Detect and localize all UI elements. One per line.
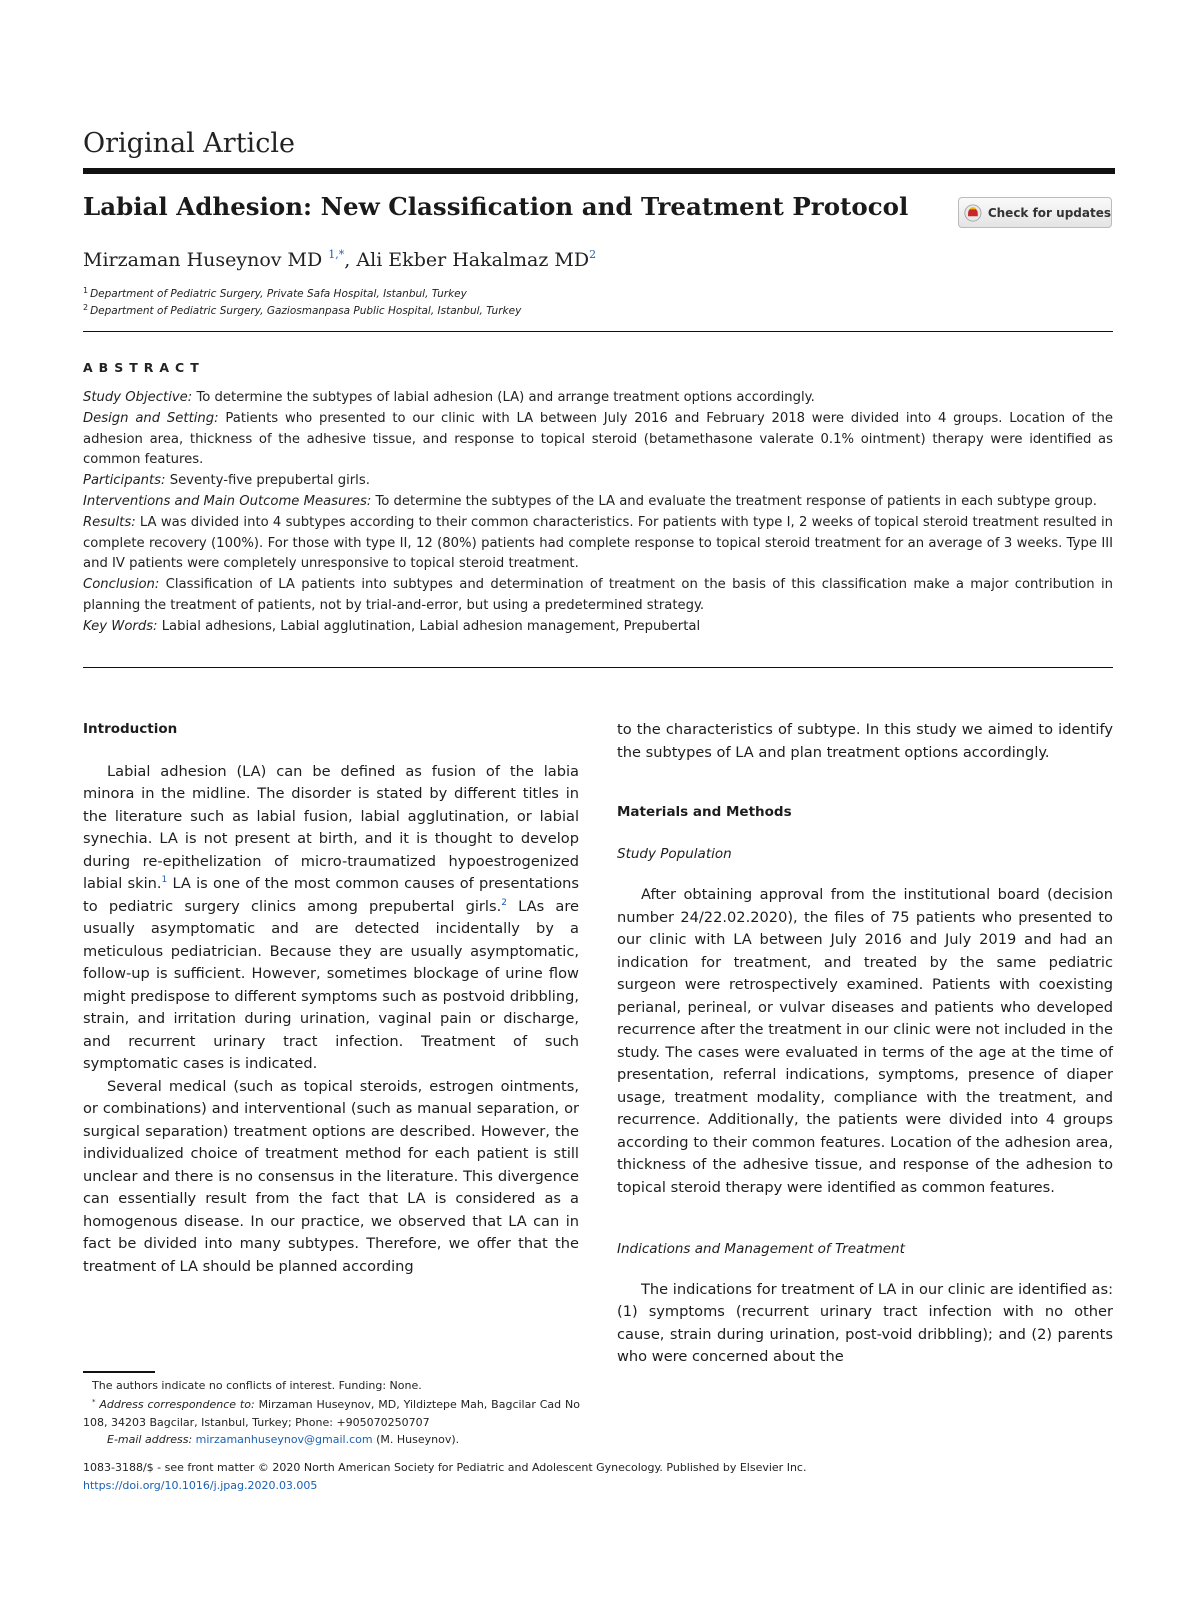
check-for-updates-button[interactable] xyxy=(958,197,1112,228)
correspondence-mark: * xyxy=(92,1398,96,1407)
abstract-body xyxy=(83,388,1113,638)
reference-link[interactable]: 2 xyxy=(501,897,507,908)
study-population-paragraph: After obtaining approval from the institutional board (decision number 24/22.02.2020), the files of 75 patients who presented to our clinic with LA between July 2016 and July 2019 and had an indication for treatment, and treated by the same pediatric surgeon were retrospectively examined. Patients with coexisting perianal, perineal, or vulvar diseases and patients who developed recurrence after the treatment in our clinic were not included in the study. The cases were evaluated in terms of the age at the time of presentation, referral indications, symptoms, presence of diaper usage, treatment modality, compliance with the treatment, and recurrence. Additionally, the patients were divided into 4 groups according to their common features. Location of the adhesion area, thickness of the adhesive tissue, and response of the adhesion to topical steroid therapy were identified as common features. xyxy=(617,886,1113,1196)
abstract-label: Key Words: xyxy=(83,618,158,634)
abstract-label: Interventions and Main Outcome Measures: xyxy=(83,493,372,509)
publisher-info xyxy=(83,1459,806,1494)
correspondence-text: Mirzaman Huseynov, MD, Yildiztepe Mah, Bagcilar Cad No 108, 34203 Bagcilar, Istanbul, Turkey; Phone: +905070250707 xyxy=(83,1398,580,1429)
right-column xyxy=(617,719,1113,1369)
abstract-label: Results: xyxy=(83,514,136,530)
email-note xyxy=(83,1431,580,1448)
indications-paragraph: The indications for treatment of LA in our clinic are identified as: (1) symptoms (recurrent urinary tract infection with no other cause, strain during urination, post-void dribbling); and (2) parents who were concerned about the xyxy=(617,1280,1113,1365)
abstract-item xyxy=(83,409,1113,471)
email-label: E-mail address: xyxy=(107,1433,193,1447)
abstract-item xyxy=(83,388,1113,409)
abstract-label: Design and Setting: xyxy=(83,410,219,426)
affiliation-number: 2 xyxy=(83,303,89,312)
front-matter-line: 1083-3188/$ - see front matter © 2020 North American Society for Pediatric and Adolescent Gynecology. Published by Elsevier Inc. xyxy=(83,1461,807,1474)
top-rule xyxy=(83,168,1115,174)
footnotes xyxy=(83,1377,580,1449)
paragraph-text: Labial adhesion (LA) can be defined as fusion of the labia minora in the midline. The disorder is stated by different titles in the literature such as labial fusion, labial agglutination, or labial synechia. LA is not present at birth, and it is thought to develop during re-epithelization of micro-traumatized hypoestrogenized labial skin. xyxy=(83,762,579,892)
indications-heading: Indications and Management of Treatment xyxy=(617,1241,905,1257)
abstract-rule xyxy=(83,667,1113,668)
author-name: Ali Ekber Hakalmaz MD xyxy=(356,249,590,271)
author-affiliation-mark[interactable]: 1,* xyxy=(328,248,345,261)
header-rule xyxy=(83,331,1113,332)
footnote-rule xyxy=(83,1371,155,1373)
paragraph-text: LA is one of the most common causes of presentations to pediatric surgery clinics among prepubertal girls. xyxy=(83,875,579,915)
abstract-item xyxy=(83,575,1113,617)
affiliation-text: Department of Pediatric Surgery, Gaziosmanpasa Public Hospital, Istanbul, Turkey xyxy=(90,305,522,317)
abstract-label: Study Objective: xyxy=(83,390,193,405)
introduction-paragraph-2: Several medical (such as topical steroids, estrogen ointments, or combinations) and interventional (such as manual separation, or surgical separation) treatment options are described. However, the individualized choice of treatment method for each patient is still unclear and there is no consensus in the literature. This divergence can essentially result from the fact that LA is considered as a homogenous disease. In our practice, we observed that LA can in fact be divided into many subtypes. Therefore, we offer that the treatment of LA should be planned according xyxy=(83,1077,579,1275)
abstract-item xyxy=(83,492,1113,513)
section-label: Original Article xyxy=(83,128,295,159)
reference-link[interactable]: 1 xyxy=(161,875,168,885)
author-affiliation-mark[interactable]: 2 xyxy=(589,248,597,261)
abstract-text: LA was divided into 4 subtypes according to their common characteristics. For patients with type I, 2 weeks of topical steroid treatment resulted in complete recovery (100%). For those with type II, 12 (80%) patients had complete response to topical steroid treatment for an average of 3 weeks. Type III and IV patients were completely unresponsive to topical steroid treatment. xyxy=(83,514,1113,572)
check-updates-icon xyxy=(964,202,982,224)
abstract-text: Seventy-five prepubertal girls. xyxy=(165,473,370,489)
check-updates-label: Check for updates xyxy=(987,205,1111,220)
abstract-heading: ABSTRACT xyxy=(83,360,205,375)
abstract-item xyxy=(83,471,1113,492)
abstract-keywords xyxy=(83,617,1113,638)
abstract-label: Participants: xyxy=(83,473,166,489)
abstract-text: To determine the subtypes of the LA and evaluate the treatment response of patients in each subtype group. xyxy=(371,493,1097,509)
abstract-text: Labial adhesions, Labial agglutination, Labial adhesion management, Prepubertal xyxy=(157,618,701,634)
introduction-paragraph-1 xyxy=(83,761,579,1076)
abstract-item xyxy=(83,513,1113,575)
abstract-text: Classification of LA patients into subtypes and determination of treatment on the basis of this classification make a major contribution in planning the treatment of patients, not by trial-and-error, but using a predetermined strategy. xyxy=(83,577,1113,613)
article-title: Labial Adhesion: New Classification and Treatment Protocol xyxy=(83,192,909,221)
email-link[interactable]: mirzamanhuseynov@gmail.com xyxy=(195,1433,373,1447)
methods-heading: Materials and Methods xyxy=(617,804,792,820)
affiliation-number: 1 xyxy=(83,286,89,295)
abstract-text: Patients who presented to our clinic with LA between July 2016 and February 2018 were divided into 4 groups. Location of the adhesion area, thickness of the adhesive tissue, and response to topical steroid (betamethasone valerate 0.1% ointment) therapy were identified as common features. xyxy=(83,410,1113,468)
doi-link[interactable]: https://doi.org/10.1016/j.jpag.2020.03.005 xyxy=(83,1478,318,1492)
affiliation-2 xyxy=(83,303,521,317)
author-name: Mirzaman Huseynov MD xyxy=(83,249,323,271)
email-suffix: (M. Huseynov). xyxy=(372,1433,460,1447)
conflicts-note: The authors indicate no conflicts of interest. Funding: None. xyxy=(92,1379,422,1392)
left-column xyxy=(83,718,579,1278)
abstract-label: Conclusion: xyxy=(83,577,160,593)
affiliation-text: Department of Pediatric Surgery, Private Safa Hospital, Istanbul, Turkey xyxy=(90,288,467,300)
introduction-heading: Introduction xyxy=(83,721,178,737)
affiliation-1 xyxy=(83,286,467,300)
author-separator: , xyxy=(344,249,357,271)
correspondence-note xyxy=(83,1394,580,1431)
paragraph-text: LAs are usually asymptomatic and are detected incidentally by a meticulous pediatrician. Because they are usually asymptomatic, follow-up is sufficient. However, sometimes blockage of urine flow might predispose to different symptoms such as postvoid dribbling, strain, and irritation during urination, vaginal pain or discharge, and recurrent urinary tract infection. Treatment of such symptomatic cases is indicated. xyxy=(83,897,579,1072)
correspondence-label: Address correspondence to: xyxy=(99,1398,255,1412)
study-population-heading: Study Population xyxy=(617,845,732,862)
abstract-text: To determine the subtypes of labial adhesion (LA) and arrange treatment options accordingly. xyxy=(192,390,815,405)
introduction-continuation: to the characteristics of subtype. In this study we aimed to identify the subtypes of LA and plan treatment options accordingly. xyxy=(617,721,1113,761)
author-line xyxy=(83,248,596,271)
